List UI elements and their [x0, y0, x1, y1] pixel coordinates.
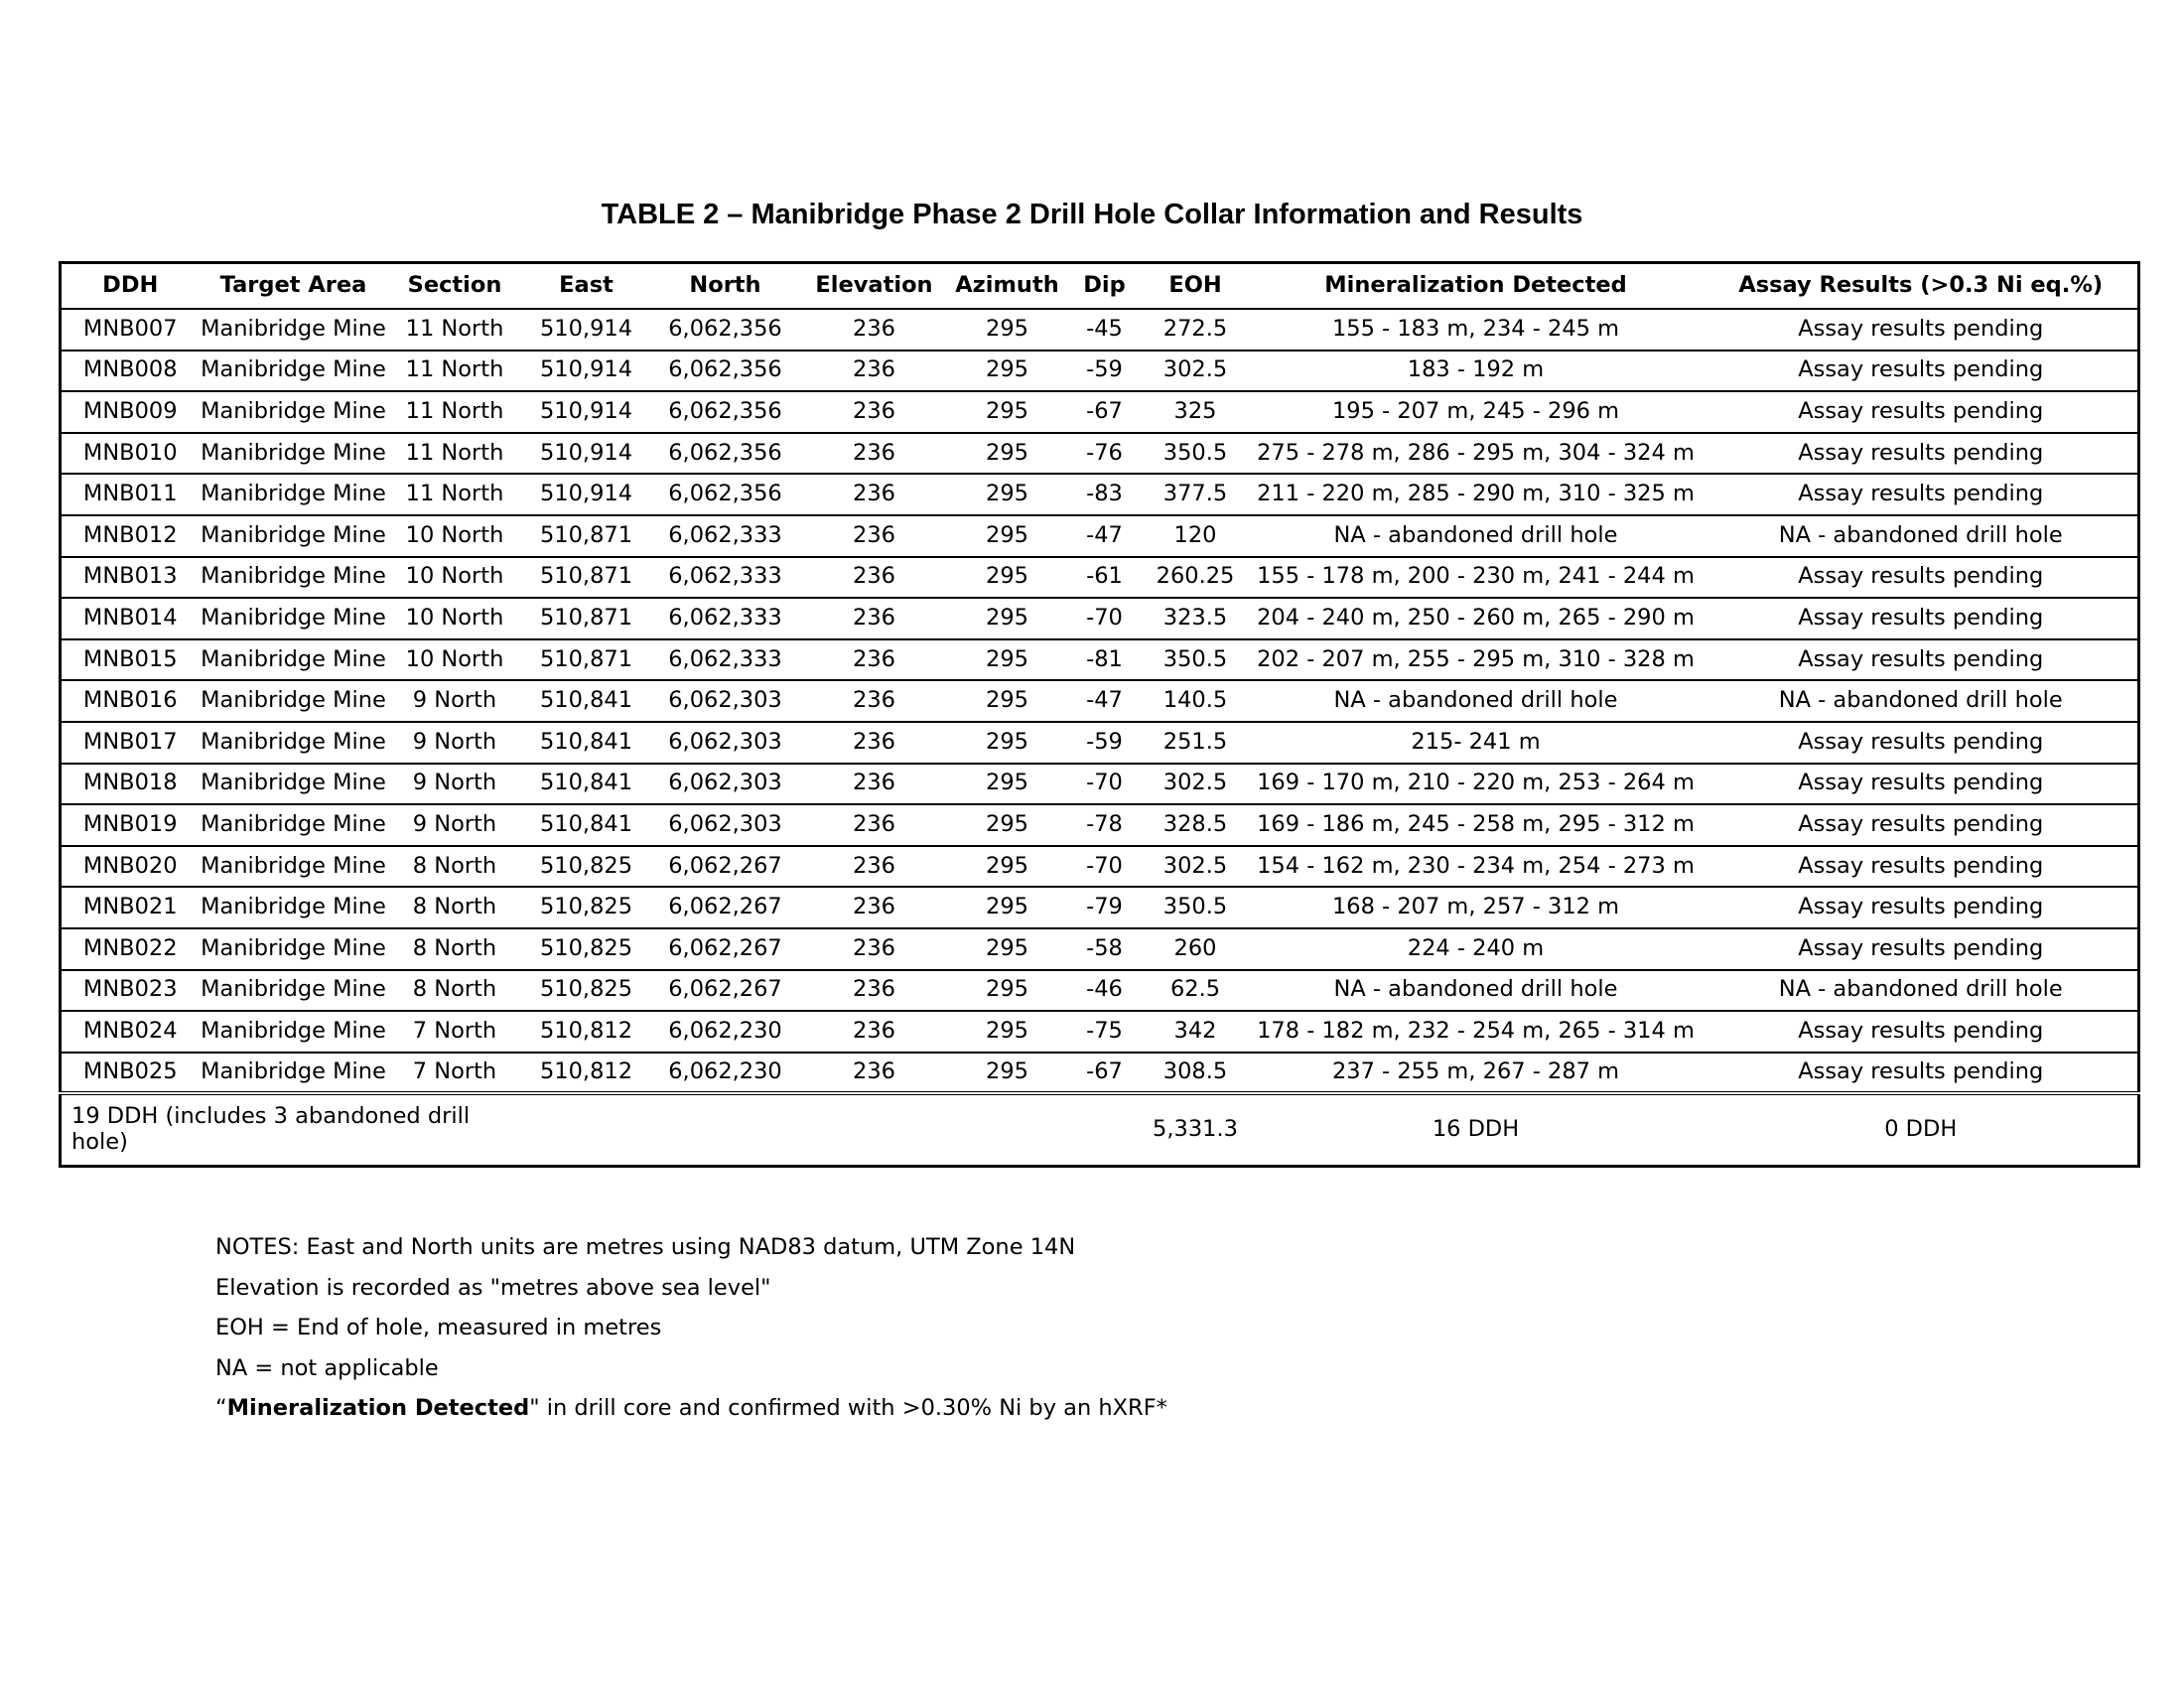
table-body — [61, 309, 2139, 1093]
azimuth-cell: 295 — [949, 639, 1066, 681]
assay-cell: Assay results pending — [1705, 846, 2139, 888]
mineralization-cell: 155 - 178 m, 200 - 230 m, 241 - 244 m — [1248, 557, 1705, 599]
north-cell: 6,062,267 — [651, 846, 800, 888]
elevation-cell: 236 — [800, 391, 949, 433]
assay-cell: NA - abandoned drill hole — [1705, 970, 2139, 1012]
ddh-cell: MNB011 — [61, 474, 200, 515]
table-title: TABLE 2 – Manibridge Phase 2 Drill Hole Collar Information and Results — [601, 199, 1583, 230]
north-cell: 6,062,356 — [651, 391, 800, 433]
totals-assay: 0 DDH — [1884, 1116, 1958, 1143]
east-cell: 510,914 — [522, 309, 651, 351]
elevation-cell: 236 — [800, 433, 949, 475]
ddh-cell: MNB020 — [61, 846, 200, 888]
east-cell: 510,825 — [522, 846, 651, 888]
dip-cell: -83 — [1066, 474, 1144, 515]
note-line: EOH = End of hole, measured in metres — [215, 1315, 662, 1340]
note-line: NOTES: East and North units are metres using NAD83 datum, UTM Zone 14N — [215, 1234, 1076, 1260]
mineralization-cell: 169 - 170 m, 210 - 220 m, 253 - 264 m — [1248, 764, 1705, 805]
target-area-cell: Manibridge Mine — [200, 639, 388, 681]
ddh-cell: MNB008 — [61, 351, 200, 392]
east-cell: 510,812 — [522, 1011, 651, 1053]
assay-cell: Assay results pending — [1705, 309, 2139, 351]
table-row — [61, 1011, 2139, 1053]
target-area-cell: Manibridge Mine — [200, 846, 388, 888]
target-area-cell: Manibridge Mine — [200, 1053, 388, 1094]
dip-cell: -75 — [1066, 1011, 1144, 1053]
mineralization-cell: 215- 241 m — [1248, 722, 1705, 764]
north-cell: 6,062,267 — [651, 887, 800, 928]
dip-cell: -67 — [1066, 1053, 1144, 1094]
assay-cell: Assay results pending — [1705, 598, 2139, 639]
table-row — [61, 764, 2139, 805]
east-cell: 510,841 — [522, 722, 651, 764]
eoh-cell: 302.5 — [1144, 846, 1248, 888]
east-cell: 510,871 — [522, 515, 651, 557]
column-header: East — [522, 263, 651, 310]
north-cell: 6,062,356 — [651, 309, 800, 351]
table-row — [61, 722, 2139, 764]
ddh-cell: MNB021 — [61, 887, 200, 928]
section-cell: 7 North — [388, 1011, 522, 1053]
totals-mineralization: 16 DDH — [1432, 1116, 1520, 1143]
dip-cell: -59 — [1066, 351, 1144, 392]
target-area-cell: Manibridge Mine — [200, 557, 388, 599]
eoh-cell: 308.5 — [1144, 1053, 1248, 1094]
north-cell: 6,062,356 — [651, 433, 800, 475]
mineralization-cell: 195 - 207 m, 245 - 296 m — [1248, 391, 1705, 433]
dip-cell: -67 — [1066, 391, 1144, 433]
mineralization-cell: 178 - 182 m, 232 - 254 m, 265 - 314 m — [1248, 1011, 1705, 1053]
assay-cell: Assay results pending — [1705, 764, 2139, 805]
assay-cell: Assay results pending — [1705, 351, 2139, 392]
totals-label: 19 DDH (includes 3 abandoned drill hole) — [71, 1103, 471, 1156]
section-cell: 11 North — [388, 309, 522, 351]
target-area-cell: Manibridge Mine — [200, 804, 388, 846]
elevation-cell: 236 — [800, 722, 949, 764]
elevation-cell: 236 — [800, 846, 949, 888]
table-row — [61, 928, 2139, 970]
table-row — [61, 887, 2139, 928]
elevation-cell: 236 — [800, 928, 949, 970]
section-cell: 9 North — [388, 680, 522, 722]
azimuth-cell: 295 — [949, 928, 1066, 970]
column-header: Elevation — [800, 263, 949, 310]
elevation-cell: 236 — [800, 639, 949, 681]
assay-cell: Assay results pending — [1705, 928, 2139, 970]
note-line — [215, 1388, 1167, 1429]
section-cell: 8 North — [388, 887, 522, 928]
column-header: North — [651, 263, 800, 310]
dip-cell: -61 — [1066, 557, 1144, 599]
table-row — [61, 639, 2139, 681]
elevation-cell: 236 — [800, 309, 949, 351]
dip-cell: -46 — [1066, 970, 1144, 1012]
azimuth-cell: 295 — [949, 846, 1066, 888]
assay-cell: Assay results pending — [1705, 722, 2139, 764]
north-cell: 6,062,230 — [651, 1053, 800, 1094]
target-area-cell: Manibridge Mine — [200, 970, 388, 1012]
elevation-cell: 236 — [800, 680, 949, 722]
target-area-cell: Manibridge Mine — [200, 391, 388, 433]
mineralization-cell: 155 - 183 m, 234 - 245 m — [1248, 309, 1705, 351]
east-cell: 510,841 — [522, 680, 651, 722]
north-cell: 6,062,267 — [651, 928, 800, 970]
elevation-cell: 236 — [800, 804, 949, 846]
elevation-cell: 236 — [800, 598, 949, 639]
assay-cell: Assay results pending — [1705, 474, 2139, 515]
column-header: Azimuth — [949, 263, 1066, 310]
ddh-cell: MNB014 — [61, 598, 200, 639]
table-row — [61, 557, 2139, 599]
ddh-cell: MNB015 — [61, 639, 200, 681]
assay-cell: Assay results pending — [1705, 887, 2139, 928]
east-cell: 510,825 — [522, 887, 651, 928]
section-cell: 9 North — [388, 722, 522, 764]
assay-cell: Assay results pending — [1705, 1053, 2139, 1094]
table-row — [61, 680, 2139, 722]
mineralization-cell: NA - abandoned drill hole — [1248, 680, 1705, 722]
target-area-cell: Manibridge Mine — [200, 515, 388, 557]
assay-cell: NA - abandoned drill hole — [1705, 515, 2139, 557]
target-area-cell: Manibridge Mine — [200, 1011, 388, 1053]
mineralization-cell: 169 - 186 m, 245 - 258 m, 295 - 312 m — [1248, 804, 1705, 846]
ddh-cell: MNB018 — [61, 764, 200, 805]
east-cell: 510,871 — [522, 639, 651, 681]
north-cell: 6,062,356 — [651, 351, 800, 392]
azimuth-cell: 295 — [949, 598, 1066, 639]
target-area-cell: Manibridge Mine — [200, 722, 388, 764]
assay-cell: Assay results pending — [1705, 557, 2139, 599]
ddh-cell: MNB022 — [61, 928, 200, 970]
totals-row — [61, 1093, 2139, 1167]
elevation-cell: 236 — [800, 970, 949, 1012]
east-cell: 510,871 — [522, 598, 651, 639]
assay-cell: Assay results pending — [1705, 804, 2139, 846]
north-cell: 6,062,333 — [651, 639, 800, 681]
target-area-cell: Manibridge Mine — [200, 680, 388, 722]
target-area-cell: Manibridge Mine — [200, 928, 388, 970]
azimuth-cell: 295 — [949, 804, 1066, 846]
totals-spacer — [522, 1093, 1144, 1167]
table-row — [61, 846, 2139, 888]
eoh-cell: 328.5 — [1144, 804, 1248, 846]
dip-cell: -70 — [1066, 764, 1144, 805]
dip-cell: -70 — [1066, 846, 1144, 888]
column-header: Section — [388, 263, 522, 310]
north-cell: 6,062,230 — [651, 1011, 800, 1053]
section-cell: 8 North — [388, 928, 522, 970]
mineralization-cell: 275 - 278 m, 286 - 295 m, 304 - 324 m — [1248, 433, 1705, 475]
table-row — [61, 1053, 2139, 1094]
east-cell: 510,825 — [522, 970, 651, 1012]
target-area-cell: Manibridge Mine — [200, 598, 388, 639]
eoh-cell: 342 — [1144, 1011, 1248, 1053]
assay-cell: Assay results pending — [1705, 433, 2139, 475]
column-header: DDH — [61, 263, 200, 310]
assay-cell: Assay results pending — [1705, 1011, 2139, 1053]
azimuth-cell: 295 — [949, 764, 1066, 805]
north-cell: 6,062,267 — [651, 970, 800, 1012]
eoh-cell: 260 — [1144, 928, 1248, 970]
table-row — [61, 804, 2139, 846]
eoh-cell: 120 — [1144, 515, 1248, 557]
section-cell: 11 North — [388, 433, 522, 475]
table-row — [61, 970, 2139, 1012]
column-header: Dip — [1066, 263, 1144, 310]
dip-cell: -70 — [1066, 598, 1144, 639]
mineralization-cell: 202 - 207 m, 255 - 295 m, 310 - 328 m — [1248, 639, 1705, 681]
ddh-cell: MNB019 — [61, 804, 200, 846]
azimuth-cell: 295 — [949, 351, 1066, 392]
section-cell: 11 North — [388, 391, 522, 433]
dip-cell: -76 — [1066, 433, 1144, 475]
elevation-cell: 236 — [800, 887, 949, 928]
target-area-cell: Manibridge Mine — [200, 351, 388, 392]
azimuth-cell: 295 — [949, 391, 1066, 433]
north-cell: 6,062,333 — [651, 515, 800, 557]
target-area-cell: Manibridge Mine — [200, 764, 388, 805]
ddh-cell: MNB025 — [61, 1053, 200, 1094]
drill-hole-table — [59, 261, 2140, 1168]
eoh-cell: 350.5 — [1144, 887, 1248, 928]
eoh-cell: 377.5 — [1144, 474, 1248, 515]
eoh-cell: 302.5 — [1144, 351, 1248, 392]
column-header: EOH — [1144, 263, 1248, 310]
north-cell: 6,062,303 — [651, 764, 800, 805]
elevation-cell: 236 — [800, 1053, 949, 1094]
table-row — [61, 474, 2139, 515]
table-row — [61, 515, 2139, 557]
eoh-cell: 325 — [1144, 391, 1248, 433]
east-cell: 510,914 — [522, 474, 651, 515]
table-row — [61, 351, 2139, 392]
mineralization-cell: 211 - 220 m, 285 - 290 m, 310 - 325 m — [1248, 474, 1705, 515]
dip-cell: -47 — [1066, 680, 1144, 722]
ddh-cell: MNB017 — [61, 722, 200, 764]
azimuth-cell: 295 — [949, 515, 1066, 557]
mineralization-cell: NA - abandoned drill hole — [1248, 970, 1705, 1012]
azimuth-cell: 295 — [949, 1053, 1066, 1094]
eoh-cell: 302.5 — [1144, 764, 1248, 805]
section-cell: 7 North — [388, 1053, 522, 1094]
elevation-cell: 236 — [800, 474, 949, 515]
azimuth-cell: 295 — [949, 887, 1066, 928]
north-cell: 6,062,333 — [651, 598, 800, 639]
ddh-cell: MNB024 — [61, 1011, 200, 1053]
ddh-cell: MNB023 — [61, 970, 200, 1012]
section-cell: 11 North — [388, 474, 522, 515]
target-area-cell: Manibridge Mine — [200, 309, 388, 351]
east-cell: 510,841 — [522, 804, 651, 846]
target-area-cell: Manibridge Mine — [200, 887, 388, 928]
note-line: Elevation is recorded as "metres above sea level" — [215, 1274, 771, 1301]
note-line: NA = not applicable — [215, 1354, 439, 1381]
section-cell: 11 North — [388, 351, 522, 392]
east-cell: 510,812 — [522, 1053, 651, 1094]
mineralization-cell: 237 - 255 m, 267 - 287 m — [1248, 1053, 1705, 1094]
column-header: Target Area — [200, 263, 388, 310]
note-rest: " in drill core and confirmed with >0.30% Ni by an hXRF* — [529, 1395, 1167, 1421]
ddh-cell: MNB013 — [61, 557, 200, 599]
eoh-cell: 251.5 — [1144, 722, 1248, 764]
note-bold-term: Mineralization Detected — [226, 1395, 530, 1421]
section-cell: 10 North — [388, 598, 522, 639]
ddh-cell: MNB016 — [61, 680, 200, 722]
mineralization-cell: 224 - 240 m — [1248, 928, 1705, 970]
table-row — [61, 433, 2139, 475]
azimuth-cell: 295 — [949, 309, 1066, 351]
elevation-cell: 236 — [800, 351, 949, 392]
east-cell: 510,841 — [522, 764, 651, 805]
section-cell: 8 North — [388, 970, 522, 1012]
north-cell: 6,062,356 — [651, 474, 800, 515]
dip-cell: -45 — [1066, 309, 1144, 351]
east-cell: 510,871 — [522, 557, 651, 599]
section-cell: 10 North — [388, 639, 522, 681]
elevation-cell: 236 — [800, 1011, 949, 1053]
azimuth-cell: 295 — [949, 680, 1066, 722]
north-cell: 6,062,303 — [651, 722, 800, 764]
section-cell: 9 North — [388, 764, 522, 805]
dip-cell: -58 — [1066, 928, 1144, 970]
eoh-cell: 350.5 — [1144, 433, 1248, 475]
assay-cell: Assay results pending — [1705, 391, 2139, 433]
dip-cell: -81 — [1066, 639, 1144, 681]
section-cell: 8 North — [388, 846, 522, 888]
note-open-quote: “ — [215, 1395, 227, 1421]
mineralization-cell: 183 - 192 m — [1248, 351, 1705, 392]
azimuth-cell: 295 — [949, 557, 1066, 599]
north-cell: 6,062,303 — [651, 804, 800, 846]
notes-block — [215, 1227, 1167, 1429]
east-cell: 510,914 — [522, 391, 651, 433]
elevation-cell: 236 — [800, 515, 949, 557]
section-cell: 9 North — [388, 804, 522, 846]
mineralization-cell: 154 - 162 m, 230 - 234 m, 254 - 273 m — [1248, 846, 1705, 888]
ddh-cell: MNB007 — [61, 309, 200, 351]
totals-eoh: 5,331.3 — [1153, 1116, 1238, 1143]
mineralization-cell: 168 - 207 m, 257 - 312 m — [1248, 887, 1705, 928]
azimuth-cell: 295 — [949, 970, 1066, 1012]
eoh-cell: 260.25 — [1144, 557, 1248, 599]
assay-cell: NA - abandoned drill hole — [1705, 680, 2139, 722]
north-cell: 6,062,333 — [651, 557, 800, 599]
eoh-cell: 140.5 — [1144, 680, 1248, 722]
ddh-cell: MNB009 — [61, 391, 200, 433]
table-row — [61, 309, 2139, 351]
column-header: Mineralization Detected — [1248, 263, 1705, 310]
elevation-cell: 236 — [800, 764, 949, 805]
section-cell: 10 North — [388, 515, 522, 557]
azimuth-cell: 295 — [949, 474, 1066, 515]
assay-cell: Assay results pending — [1705, 639, 2139, 681]
mineralization-cell: 204 - 240 m, 250 - 260 m, 265 - 290 m — [1248, 598, 1705, 639]
section-cell: 10 North — [388, 557, 522, 599]
north-cell: 6,062,303 — [651, 680, 800, 722]
target-area-cell: Manibridge Mine — [200, 433, 388, 475]
eoh-cell: 272.5 — [1144, 309, 1248, 351]
eoh-cell: 323.5 — [1144, 598, 1248, 639]
elevation-cell: 236 — [800, 557, 949, 599]
ddh-cell: MNB012 — [61, 515, 200, 557]
column-header: Assay Results (>0.3 Ni eq.%) — [1705, 263, 2139, 310]
table-row — [61, 391, 2139, 433]
east-cell: 510,914 — [522, 351, 651, 392]
east-cell: 510,825 — [522, 928, 651, 970]
dip-cell: -59 — [1066, 722, 1144, 764]
azimuth-cell: 295 — [949, 1011, 1066, 1053]
ddh-cell: MNB010 — [61, 433, 200, 475]
eoh-cell: 350.5 — [1144, 639, 1248, 681]
dip-cell: -47 — [1066, 515, 1144, 557]
mineralization-cell: NA - abandoned drill hole — [1248, 515, 1705, 557]
target-area-cell: Manibridge Mine — [200, 474, 388, 515]
table-header-row — [61, 263, 2139, 310]
east-cell: 510,914 — [522, 433, 651, 475]
azimuth-cell: 295 — [949, 722, 1066, 764]
dip-cell: -78 — [1066, 804, 1144, 846]
azimuth-cell: 295 — [949, 433, 1066, 475]
table-row — [61, 598, 2139, 639]
dip-cell: -79 — [1066, 887, 1144, 928]
eoh-cell: 62.5 — [1144, 970, 1248, 1012]
